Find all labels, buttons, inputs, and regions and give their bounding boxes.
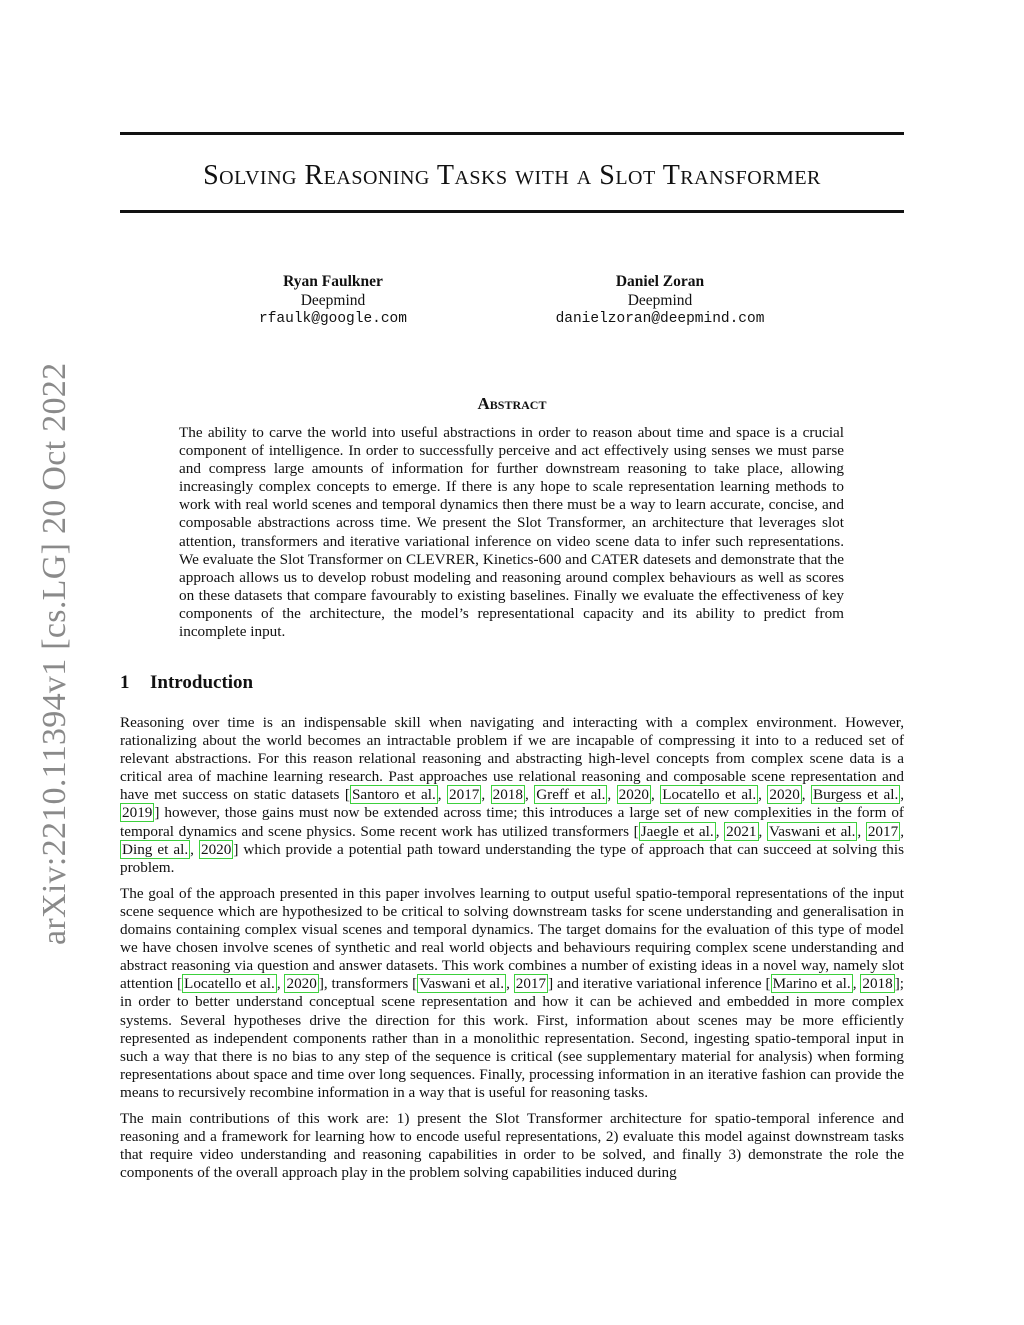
text-run: ]; in order to better understand conceptual scene representation and how it can be achieved and embedded in more complex systems. Several hypotheses drive the direction for this work. First, information about scenes may be more efficiently represented as independent components rather than in a monolithic representation. Second, ingesting spatio-temporal input in such a way that there is no bias to any step of the sequence is critical (see supplementary material for analysis) when forming representations about space and time over long sequences. Finally, processing information in an iterative fashion can provide the means to recursively recombine information in a way that is useful for reasoning tasks.	[120, 975, 905, 1101]
text-run: ,	[852, 975, 861, 993]
citation-link[interactable]: 2017	[515, 975, 547, 993]
text-run: ,	[506, 975, 514, 993]
text-run: ,	[758, 822, 767, 840]
section-heading-introduction	[120, 672, 253, 694]
text-run: ] which provide a potential path toward understanding the type of approach that can succeed at solving this problem.	[120, 840, 905, 876]
citation-link[interactable]: Marino et al.	[772, 975, 851, 993]
author-affiliation: Deepmind	[300, 292, 366, 309]
abstract-text: The ability to carve the world into useful abstractions in order to reason about time and space is a crucial component of intelligence. In order to successfully perceive and act effectively using senses we must parse and compress large amounts of information for further downstream reasoning to take place, allowing increasingly complex concepts to emerge. If there is any hope to scale representation learning methods to work with real world scenes and temporal dynamics then there must be a way to learn accurate, concise, and composable abstractions across time. We present the Slot Transformer, an architecture that leverages slot attention, transformers and iterative variational inference on video scene data to infer such representations. We evaluate the Slot Transformer on CLEVRER, Kinetics-600 and CATER datesets and demonstrate that the approach allows us to develop robust modeling and reasoning around complex behaviours as well as scores on these datasets that compare favourably to existing baselines. Finally we evaluate the effectiveness of key components of the architecture, the model’s representational capacity and its ability to predict from incomplete input.	[179, 424, 844, 641]
citation-link[interactable]: 2020	[618, 786, 650, 804]
citation-link[interactable]: Jaegle et al.	[640, 822, 714, 840]
introduction-body	[120, 714, 904, 1190]
text-run: ,	[758, 786, 768, 804]
arxiv-watermark: arXiv:2210.11394v1 [cs.LG] 20 Oct 2022	[36, 362, 73, 945]
text-run: ,	[900, 822, 904, 840]
text-run: ,	[857, 822, 866, 840]
text-run: Reasoning over time is an indispensable skill when navigating and interacting with a complex environment. However, rationalizing about the world becomes an intractable problem if we are incapable of compressing it into to a reduced set of relevant abstractions. For this reason relational reasoning and abstracting high-level concepts from complex scene data is a critical area of machine learning research. Past approaches use relational reasoning and composable scene representation and have met success on static datasets [	[120, 714, 904, 804]
author-email: danielzoran@deepmind.com	[555, 311, 765, 327]
text-run: ,	[715, 822, 725, 840]
section-title: Introduction	[150, 672, 254, 693]
title-rule-top	[120, 132, 904, 135]
citation-link[interactable]: Vaswani et al.	[419, 975, 505, 993]
author-block-2	[510, 272, 810, 329]
text-run: ,	[481, 786, 491, 804]
citation-link[interactable]: 2020	[286, 975, 317, 993]
intro-paragraph-1	[120, 714, 904, 877]
citation-link[interactable]: 2017	[867, 822, 899, 840]
text-run: ] and iterative variational inference [	[548, 975, 771, 993]
text-run: The goal of the approach presented in this paper involves learning to output useful spatio-temporal representations of the input scene sequence which are hypothesized to be critical to solving downstream tasks for scene understanding and generalisation in domains containing complex visual scenes and temporal dynamics. The target domains for the evaluation of this type of model we have chosen involve scenes of synthetic and real world objects and behaviours requiring complex scene understanding and abstract reasoning via question and answer datasets. This work combines a number of existing ideas in a novel way, namely slot attention [	[120, 884, 904, 993]
text-run: ] however, those gains must now be extended across time; this introduces a large set of new complexities in the form of temporal dynamics and scene physics. Some recent work has utilized transformers [	[120, 804, 904, 840]
citation-link[interactable]: 2020	[769, 786, 800, 804]
citation-link[interactable]: 2018	[492, 786, 523, 804]
section-number: 1	[120, 672, 130, 693]
citation-link[interactable]: 2020	[200, 840, 232, 858]
paper-title: Solving Reasoning Tasks with a Slot Transformer	[203, 160, 821, 191]
citation-link[interactable]: Santoro et al.	[351, 786, 436, 804]
author-affiliation: Deepmind	[627, 292, 693, 309]
text-run: ,	[524, 786, 535, 804]
text-run: ,	[276, 975, 285, 993]
citation-link[interactable]: 2018	[862, 975, 893, 993]
text-run: ,	[190, 840, 199, 858]
title-rule-bottom	[120, 210, 904, 213]
citation-link[interactable]: Locatello et al.	[662, 786, 757, 804]
author-block-1	[183, 272, 483, 329]
author-name: Ryan Faulkner	[283, 273, 383, 290]
intro-paragraph-2	[120, 885, 904, 1102]
citation-link[interactable]: Locatello et al.	[184, 975, 275, 993]
citation-link[interactable]: Greff et al.	[536, 786, 606, 804]
text-run: ,	[607, 786, 617, 804]
citation-link[interactable]: 2019	[122, 804, 153, 822]
abstract-heading: Abstract	[477, 394, 547, 413]
text-run: ,	[900, 786, 905, 804]
text-run: ,	[801, 786, 812, 804]
intro-paragraph-3: The main contributions of this work are: 1) present the Slot Transformer architecture for spatio-temporal inference and reasoning and a framework for learning how to encode useful representations, 2) evaluate this model against downstream tasks that require video understanding and reasoning capabilities in order to be solved, and finally 3) demonstrate the role the components of the overall approach play in the problem solving capabilities induced during	[120, 1109, 904, 1182]
citation-link[interactable]: 2017	[449, 786, 480, 804]
citation-link[interactable]: Vaswani et al.	[768, 822, 856, 840]
text-run: ,	[651, 786, 661, 804]
author-name: Daniel Zoran	[615, 273, 705, 290]
author-email: rfaulk@google.com	[259, 311, 407, 327]
text-run: ], transformers [	[318, 975, 418, 993]
citation-link[interactable]: Ding et al.	[122, 840, 189, 858]
citation-link[interactable]: 2021	[726, 822, 757, 840]
text-run: ,	[437, 786, 447, 804]
citation-link[interactable]: Burgess et al.	[813, 786, 899, 804]
